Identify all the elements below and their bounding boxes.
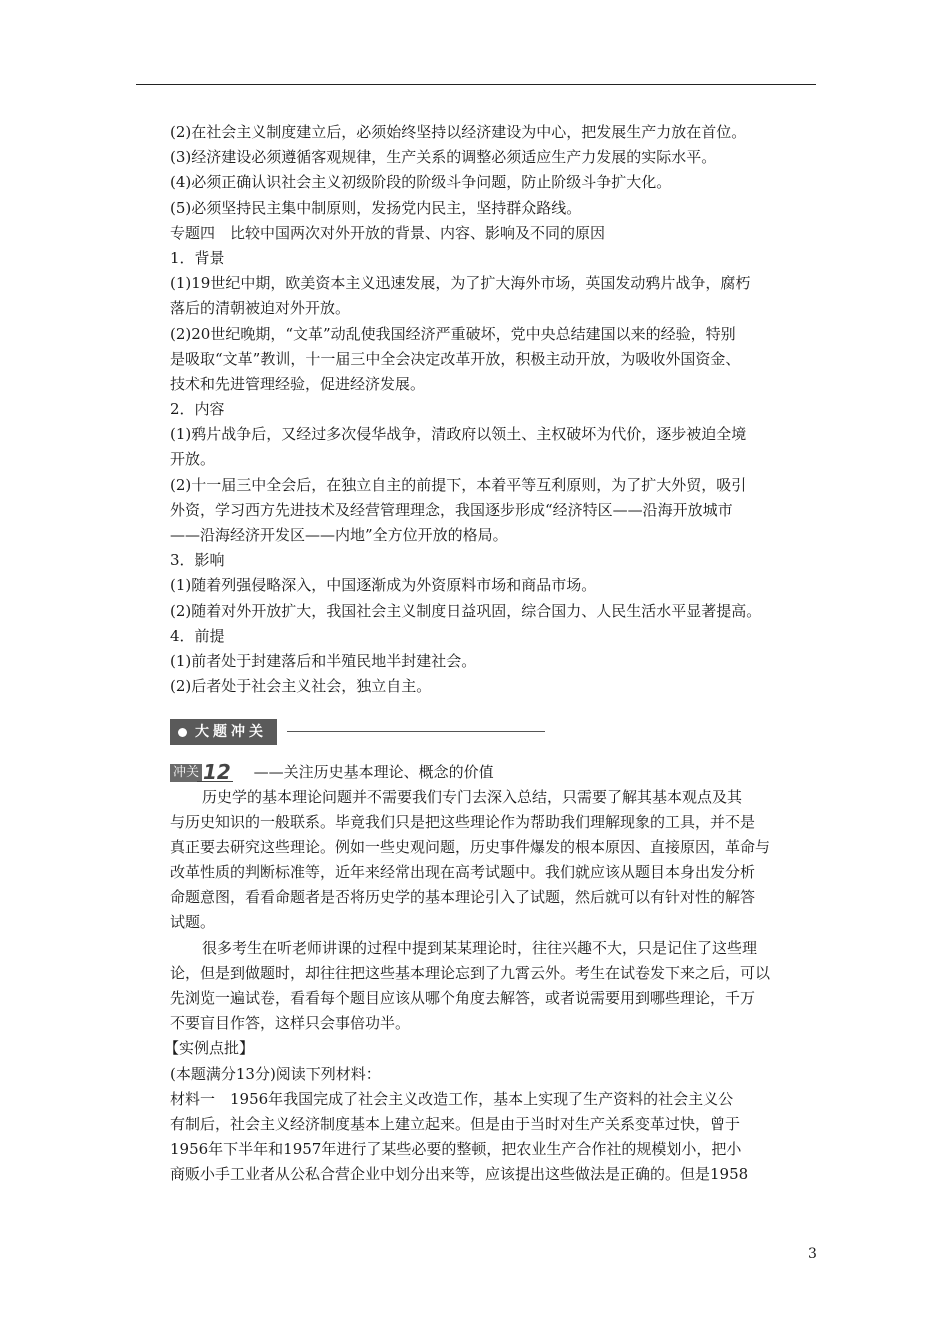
lesson-item: (3)经济建设必须遵循客观规律，生产关系的调整必须适应生产力发展的实际水平。 [170,148,717,167]
example-label: 【实例点批】 [164,1039,255,1058]
impact-line: (1)随着列强侵略深入，中国逐渐成为外资原料市场和商品市场。 [170,576,597,595]
paragraph-line: 与历史知识的一般联系。毕竟我们只是把这些理论作为帮助我们理解现象的工具，并不是 [170,812,756,831]
header-rule [136,84,816,85]
lesson-item: (2)在社会主义制度建立后，必须始终坚持以经济建设为中心，把发展生产力放在首位。 [170,123,747,141]
chongguan-heading [170,759,820,784]
impact-line: (2)随着对外开放扩大，我国社会主义制度日益巩固，综合国力、人民生活水平显著提高。 [170,601,762,620]
premise-line: (1)前者处于封建落后和半殖民地半封建社会。 [170,651,477,670]
section-banner [170,719,277,745]
chongguan-subtitle: ——关注历史基本理论、概念的价值 [253,762,494,781]
section-heading-premise: 4．前提 [170,626,225,645]
section-heading-background: 1．背景 [170,248,225,267]
lesson-item: (5)必须坚持民主集中制原则，发扬党内民主，坚持群众路线。 [170,198,582,217]
paragraph-line: 改革性质的判断标准等，近年来经常出现在高考试题中。我们就应该从题目本身出发分析 [170,863,756,882]
content-line: ——沿海经济开发区——内地”全方位开放的格局。 [170,526,508,544]
material-line: 材料一 1956年我国完成了社会主义改造工作，基本上实现了生产资料的社会主义公 [170,1089,734,1108]
lessons-list [170,120,820,221]
section-heading-impact: 3．影响 [170,551,225,570]
page-content [164,120,820,1188]
content-line: 开放。 [170,450,216,469]
background-line: 是吸取“文革”教训，十一届三中全会决定改革开放，积极主动开放，为吸收外国资金、 [170,349,741,368]
content-line: 外资，学习西方先进技术及经营管理理念，我国逐步形成“经济特区——沿海开放城市 [170,500,733,519]
chongguan-badge-text: 冲关 [170,764,202,782]
material-line: 有制后，社会主义经济制度基本上建立起来。但是由于当时对生产关系变革过快，曾于 [170,1114,741,1133]
paragraph-line: 很多考生在听老师讲课的过程中提到某某理论时，往往兴趣不大，只是记住了这些理 [202,938,758,957]
paragraph-2 [170,936,820,1037]
chongguan-badge-number: 12 [203,760,231,785]
paragraph-line: 论，但是到做题时，却往往把这些基本理论忘到了九霄云外。考生在试卷发下来之后，可以 [170,963,771,982]
paragraph-line: 试题。 [170,913,216,932]
paragraph-line: 命题意图，看看命题者是否将历史学的基本理论引入了试题，然后就可以有针对性的解答 [170,888,756,907]
background-line: 落后的清朝被迫对外开放。 [170,299,351,318]
paragraph-line: 不要盲目作答，这样只会事倍功半。 [170,1014,411,1033]
paragraph-1 [170,785,820,936]
premise-line: (2)后者处于社会主义社会，独立自主。 [170,677,432,696]
background-line: (2)20世纪晚期，“文革”动乱使我国经济严重破坏，党中央总结建国以来的经验，特别 [170,324,736,343]
material-line: 商贩小手工业者从公私合营企业中划分出来等，应该提出这些做法是正确的。但是1958 [170,1165,749,1184]
example-intro: (本题满分13分)阅读下列材料： [170,1064,381,1083]
content-line: (2)十一届三中全会后，在独立自主的前提下，本着平等互利原则，为了扩大外贸，吸引 [170,475,747,494]
paragraph-line: 历史学的基本理论问题并不需要我们专门去深入总结，只需要了解其基本观点及其 [202,787,743,806]
paragraph-line: 先浏览一遍试卷，看看每个题目应该从哪个角度去解答，或者说需要用到哪些理论，千万 [170,989,756,1007]
background-line: (1)19世纪中期，欧美资本主义迅速发展，为了扩大海外市场，英国发动鸦片战争，腐朽 [170,274,751,293]
chongguan-badge [170,760,231,785]
background-line: 技术和先进管理经验，促进经济发展。 [170,374,426,393]
banner-label: 大题冲关 [195,723,267,740]
content-line: (1)鸦片战争后，又经过多次侵华战争，清政府以领土、主权破坏为代价，逐步被迫全境 [170,425,747,444]
page-number: 3 [808,1246,817,1262]
paragraph-line: 真正要去研究这些理论。例如一些史观问题，历史事件爆发的根本原因、直接原因，革命与 [170,837,771,856]
material-one [170,1087,820,1188]
topic-title: 专题四 比较中国两次对外开放的背景、内容、影响及不同的原因 [170,223,606,242]
bullet-icon [178,728,187,737]
banner-row [170,711,820,755]
banner-rule [287,731,545,732]
lesson-item: (4)必须正确认识社会主义初级阶段的阶级斗争问题，防止阶级斗争扩大化。 [170,173,672,192]
material-line: 1956年下半年和1957年进行了某些必要的整顿，把农业生产合作社的规模划小，把小 [170,1140,742,1159]
section-heading-content: 2．内容 [170,400,225,419]
